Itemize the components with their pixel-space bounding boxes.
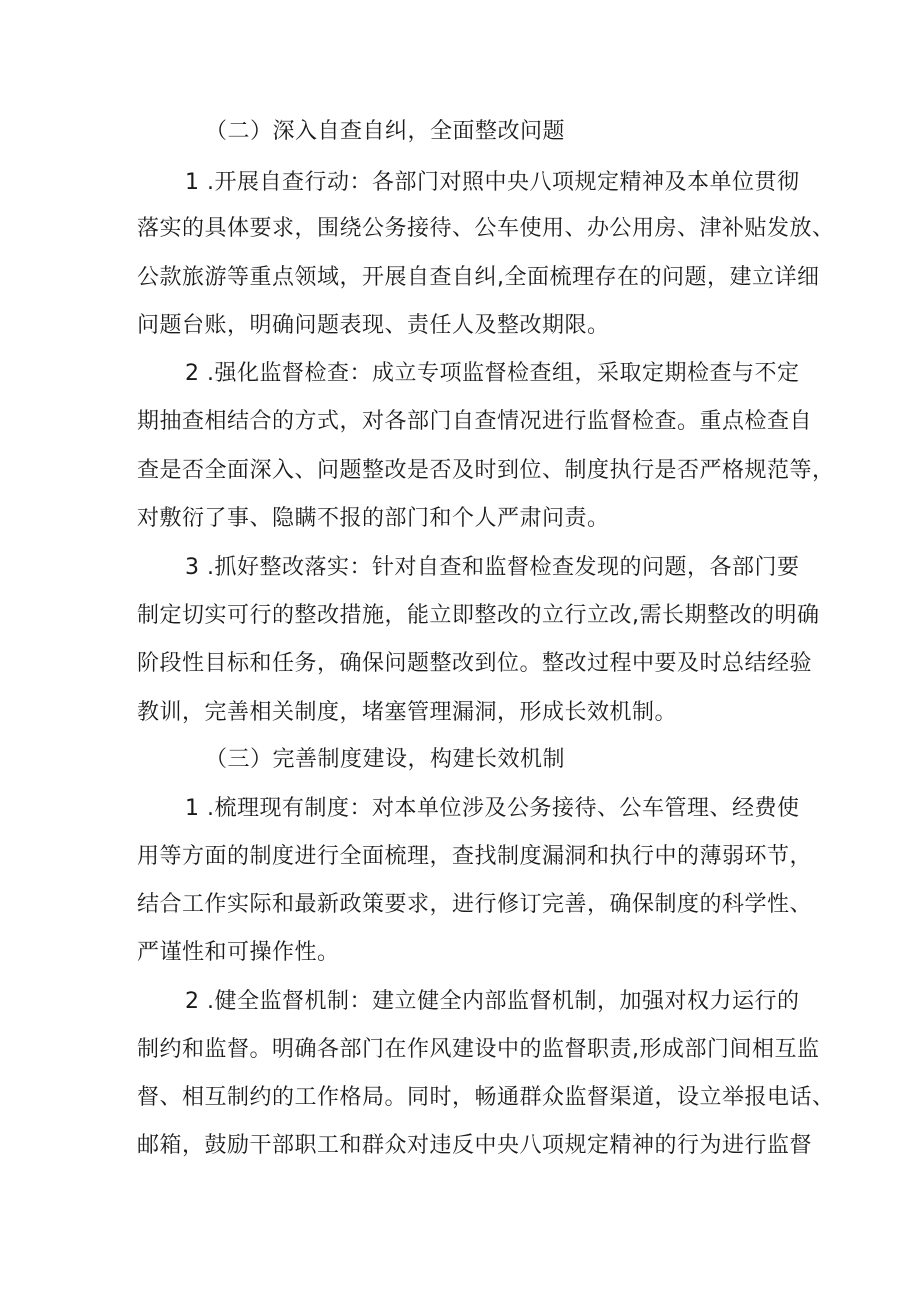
paragraph-line: 落实的具体要求，围绕公务接待、公车使用、办公用房、津补贴发放、: [137, 216, 835, 241]
paragraph-line: 制约和监督。明确各部门在作风建设中的监督职责,形成部门间相互监: [137, 1037, 820, 1062]
paragraph-line: 查是否全面深入、问题整改是否及时到位、制度执行是否严格规范等，: [137, 458, 835, 483]
paragraph-line: 用等方面的制度进行全面梳理，查找制度漏洞和执行中的薄弱环节，: [137, 844, 813, 869]
paragraph-line: 3 .抓好整改落实：针对自查和监督检查发现的问题，各部门要: [185, 555, 800, 580]
paragraph-line: 期抽查相结合的方式，对各部门自查情况进行监督检查。重点检查自: [137, 409, 813, 434]
paragraph-line: 对敷衍了事、隐瞒不报的部门和个人严肃问责。: [137, 506, 610, 531]
paragraph-line: 结合工作实际和最新政策要求，进行修订完善，确保制度的科学性、: [137, 892, 813, 917]
paragraph-line: 问题台账，明确问题表现、责任人及整改期限。: [137, 313, 610, 338]
paragraph-line: 教训，完善相关制度，堵塞管理漏洞，形成长效机制。: [137, 700, 678, 725]
paragraph-line: 1 .开展自查行动：各部门对照中央八项规定精神及本单位贯彻: [185, 170, 800, 195]
paragraph-line: 邮箱，鼓励干部职工和群众对违反中央八项规定精神的行为进行监督: [137, 1133, 813, 1158]
paragraph-line: 严谨性和可操作性。: [137, 940, 340, 965]
paragraph-line: 1 .梳理现有制度：对本单位涉及公务接待、公车管理、经费使: [185, 796, 800, 821]
paragraph-line: 督、相互制约的工作格局。同时，畅通群众监督渠道，设立举报电话、: [137, 1085, 835, 1110]
paragraph-line: 2 .健全监督机制：建立健全内部监督机制，加强对权力运行的: [185, 989, 800, 1014]
paragraph-line: 公款旅游等重点领域，开展自查自纠,全面梳理存在的问题，建立详细: [137, 265, 820, 290]
paragraph-line: 制定切实可行的整改措施，能立即整改的立行立改,需长期整改的明确: [137, 603, 820, 628]
section-heading-3: （三）完善制度建设，构建长效机制: [205, 747, 566, 772]
section-heading-2: （二）深入自查自纠，全面整改问题: [205, 119, 566, 144]
paragraph-line: 阶段性目标和任务，确保问题整改到位。整改过程中要及时总结经验: [137, 651, 813, 676]
paragraph-line: 2 .强化监督检查：成立专项监督检查组，采取定期检查与不定: [185, 361, 800, 386]
